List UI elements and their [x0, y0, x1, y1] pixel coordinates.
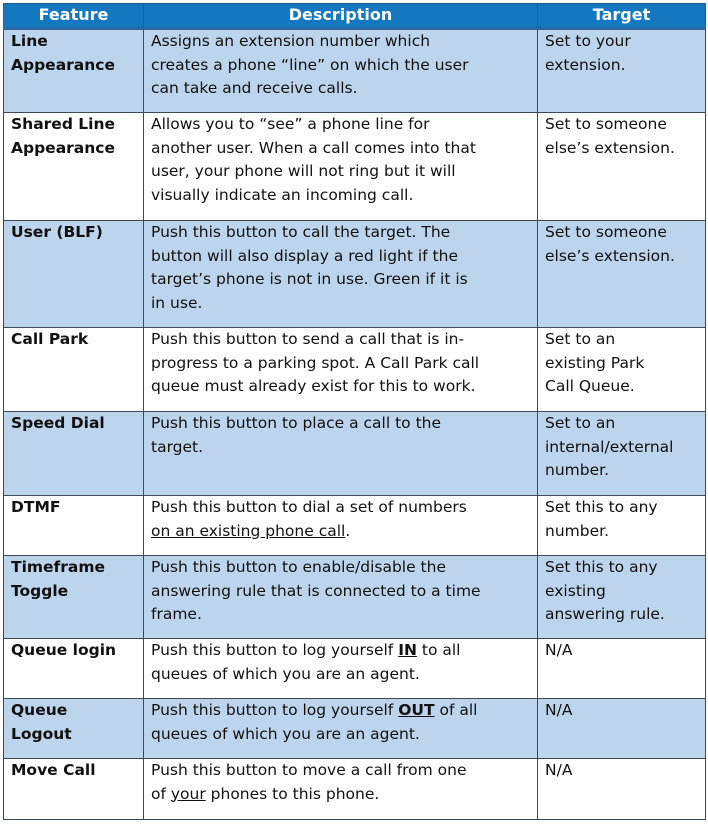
description-line: progress to a parking spot. A Call Park call — [151, 353, 480, 372]
description-text: Push this button to log yourself — [151, 641, 399, 659]
description-line: target’s phone is not in use. Green if it is — [151, 270, 468, 288]
target-line: Call Queue. — [545, 377, 635, 395]
feature-cell — [4, 496, 144, 556]
target-line: Set to your — [545, 32, 631, 50]
description-cell — [144, 221, 538, 328]
table-row — [4, 328, 706, 412]
feature-cell — [4, 759, 144, 820]
table-header — [4, 4, 706, 29]
target-cell — [538, 221, 706, 328]
target-cell — [538, 556, 706, 639]
table-row — [4, 221, 706, 328]
description-line: Push this button to dial a set of numbers — [151, 498, 467, 516]
description-line: can take and receive calls. — [151, 79, 358, 97]
underlined-word: your — [170, 784, 206, 803]
underlined-phrase: on an existing phone call — [151, 521, 346, 540]
description-line: answering rule that is connected to a time — [151, 581, 481, 600]
feature-cell — [4, 556, 144, 639]
description-line: Push this button to enable/disable the — [151, 558, 446, 576]
feature-line: Appearance — [11, 138, 115, 157]
description-cell — [144, 556, 538, 639]
target-line: existing Park — [545, 353, 645, 372]
description-line — [151, 783, 537, 807]
target-cell — [538, 328, 706, 412]
target-cell — [538, 496, 706, 556]
feature-line: Toggle — [11, 581, 69, 600]
target-line: answering rule. — [545, 605, 665, 623]
target-cell — [538, 699, 706, 759]
target-cell — [538, 639, 706, 699]
target-line: Set to someone — [545, 223, 667, 241]
target-line: Set this to any — [545, 498, 658, 516]
feature-cell — [4, 113, 144, 221]
target-line: Set to an — [545, 414, 616, 432]
feature-line: DTMF — [11, 498, 61, 516]
target-line: existing — [545, 581, 606, 600]
description-line: queue must already exist for this to work. — [151, 377, 476, 395]
description-line — [151, 699, 537, 723]
feature-line: Appearance — [11, 55, 115, 74]
feature-line: Timeframe — [11, 558, 106, 576]
target-line: Set to someone — [545, 115, 667, 133]
feature-line: Queue — [11, 701, 68, 719]
feature-line: Call Park — [11, 330, 89, 348]
feature-cell — [4, 221, 144, 328]
target-line: else’s extension. — [545, 138, 675, 157]
description-line: Assigns an extension number which — [151, 32, 431, 50]
header-target: Target — [538, 4, 706, 29]
emphasized-word: OUT — [398, 701, 435, 719]
description-line — [151, 639, 537, 663]
description-line: visually indicate an incoming call. — [151, 185, 414, 204]
description-line: in use. — [151, 293, 203, 312]
target-line: N/A — [545, 641, 573, 659]
feature-cell — [4, 29, 144, 113]
description-line: Push this button to place a call to the — [151, 414, 442, 432]
description-cell — [144, 29, 538, 113]
description-line: Push this button to call the target. The — [151, 223, 451, 241]
target-cell — [538, 759, 706, 820]
target-line: else’s extension. — [545, 246, 675, 265]
feature-line: Logout — [11, 724, 72, 743]
target-line: extension. — [545, 55, 626, 74]
description-cell — [144, 496, 538, 556]
description-line: queues of which you are an agent. — [151, 664, 420, 683]
feature-line: Speed Dial — [11, 414, 105, 432]
feature-cell — [4, 328, 144, 412]
target-cell — [538, 29, 706, 113]
header-description: Description — [144, 4, 538, 29]
description-line: frame. — [151, 605, 202, 623]
target-line: number. — [545, 461, 609, 479]
description-line: button will also display a red light if the — [151, 246, 458, 265]
description-line: queues of which you are an agent. — [151, 724, 420, 743]
description-cell — [144, 113, 538, 221]
table-body — [4, 29, 706, 820]
description-line: Push this button to send a call that is in- — [151, 330, 465, 348]
target-line: N/A — [545, 761, 573, 779]
description-line: Push this button to move a call from one — [151, 761, 467, 779]
description-line: target. — [151, 437, 204, 456]
feature-line: Shared Line — [11, 115, 116, 133]
target-line: Set this to any — [545, 558, 658, 576]
target-cell — [538, 113, 706, 221]
feature-cell — [4, 699, 144, 759]
feature-cell — [4, 639, 144, 699]
feature-table — [3, 3, 706, 820]
description-text: of all — [434, 701, 478, 719]
table-row — [4, 412, 706, 496]
description-text: to all — [416, 641, 461, 659]
description-text: phones to this phone. — [205, 784, 380, 803]
table-row — [4, 759, 706, 820]
table-row — [4, 699, 706, 759]
description-line: Allows you to “see” a phone line for — [151, 115, 430, 133]
emphasized-word: IN — [398, 641, 417, 659]
target-line: Set to an — [545, 330, 616, 348]
table-row — [4, 496, 706, 556]
feature-line: Queue login — [11, 641, 117, 659]
description-line: creates a phone “line” on which the user — [151, 55, 469, 74]
description-text: Push this button to log yourself — [151, 701, 399, 719]
feature-line: Line — [11, 32, 48, 50]
description-line: user, your phone will not ring but it will — [151, 162, 456, 180]
description-line: another user. When a call comes into that — [151, 138, 476, 157]
target-cell — [538, 412, 706, 496]
description-text: . — [345, 521, 351, 540]
description-cell — [144, 699, 538, 759]
description-cell — [144, 639, 538, 699]
description-cell — [144, 759, 538, 820]
description-text: of — [151, 784, 171, 803]
table-row — [4, 113, 706, 221]
table-row — [4, 556, 706, 639]
feature-line: Move Call — [11, 761, 96, 779]
target-line: N/A — [545, 701, 573, 719]
feature-cell — [4, 412, 144, 496]
table-row — [4, 639, 706, 699]
description-cell — [144, 412, 538, 496]
target-line: number. — [545, 521, 609, 540]
target-line: internal/external — [545, 437, 674, 456]
header-feature: Feature — [4, 4, 144, 29]
feature-line: User (BLF) — [11, 223, 103, 241]
description-cell — [144, 328, 538, 412]
description-line — [151, 520, 537, 544]
header-row — [4, 4, 706, 29]
table-row — [4, 29, 706, 113]
